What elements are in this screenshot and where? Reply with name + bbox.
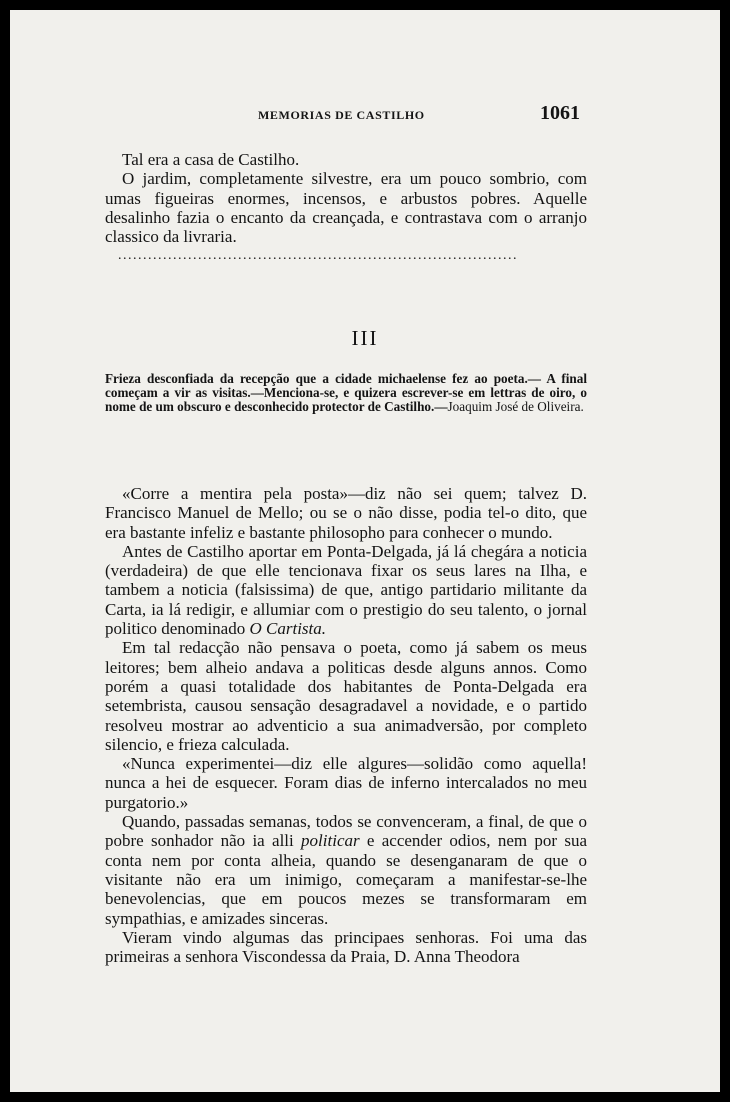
garden-paragraph: O jardim, completamente silvestre, era um pouco sombrio, com umas figueiras enormes, incensos, e arbustos pobres. Aquelle desalinho fazia o encanto da creançada, e contrastava com o arranjo classico da livraria. (105, 169, 587, 247)
newspaper-title: O Cartista. (249, 619, 327, 639)
chapter-number: III (351, 326, 379, 350)
chapter-body (105, 484, 587, 966)
body-paragraph-5-start: Quando, passadas semanas, todos se convenceram, a final, de que o pobre sonhador não ia alli (105, 812, 587, 851)
page-number: 1061 (540, 102, 580, 124)
summary-name: Joaquim José de Oliveira. (447, 399, 584, 414)
opening-text (105, 150, 587, 246)
body-paragraph-6: Vieram vindo algumas das principaes senhoras. Foi uma das primeiras a senhora Viscondessa da Praia, D. Anna Theodora (105, 927, 587, 967)
summary-text: Frieza desconfiada da recepção que a cidade michaelense fez ao poeta.— A final começam a vir as visitas.—Menciona-se, e quizera escrever-se em lettras de oiro, o nome de um obscuro e desconhecido protector de Castilho.— (105, 371, 587, 414)
body-paragraph-5-end: e accender odios, nem por sua conta nem por conta alheia, quando se desenganaram de que o visitante não era um inimigo, começaram a manifestar-se-lhe benevolencias, que em poucos mezes se transformaram em sympathias, e amizades sinceras. (105, 831, 587, 928)
ellipsis-divider: ................................................................................ (118, 248, 518, 262)
italic-word: politicar (301, 831, 360, 851)
book-page (10, 10, 720, 1092)
body-paragraph-3: Em tal redacção não pensava o poeta, como já sabem os meus leitores; bem alheio andava a politicas desde alguns annos. Como porém a quasi totalidade dos habitantes de Ponta-Delgada era setembrista, causou sensação desagradavel a novidade, e o partido resolveu mostrar ao adventicio a sua animadversão, por completo silencio, e frieza calculada. (105, 638, 587, 754)
body-paragraph-5 (105, 812, 587, 928)
opening-line: Tal era a casa de Castilho. (122, 150, 300, 169)
chapter-summary (105, 372, 587, 414)
running-head (10, 102, 720, 132)
body-paragraph-2 (105, 542, 587, 638)
running-title: MEMORIAS DE CASTILHO (258, 108, 425, 122)
body-paragraph-1: «Corre a mentira pela posta»—diz não sei quem; talvez D. Francisco Manuel de Mello; ou se o não disse, podia tel-o dito, que era bastante infeliz e bastante philosopho para conhecer o mundo. (105, 484, 587, 542)
body-paragraph-4: «Nunca experimentei—diz elle algures—solidão como aquella! nunca a hei de esquecer. Foram dias de inferno intercalados no meu purgatorio.» (105, 754, 587, 812)
body-paragraph-2-text: Antes de Castilho aportar em Ponta-Delgada, já lá chegára a noticia (verdadeira) de que elle tencionava fixar os seus lares na Ilha, e tambem a noticia (falsissima) de que, antigo partidario militante da Carta, ia lá redigir, e allumiar com o prestigio do seu talento, o jornal politico denominado (105, 541, 587, 639)
